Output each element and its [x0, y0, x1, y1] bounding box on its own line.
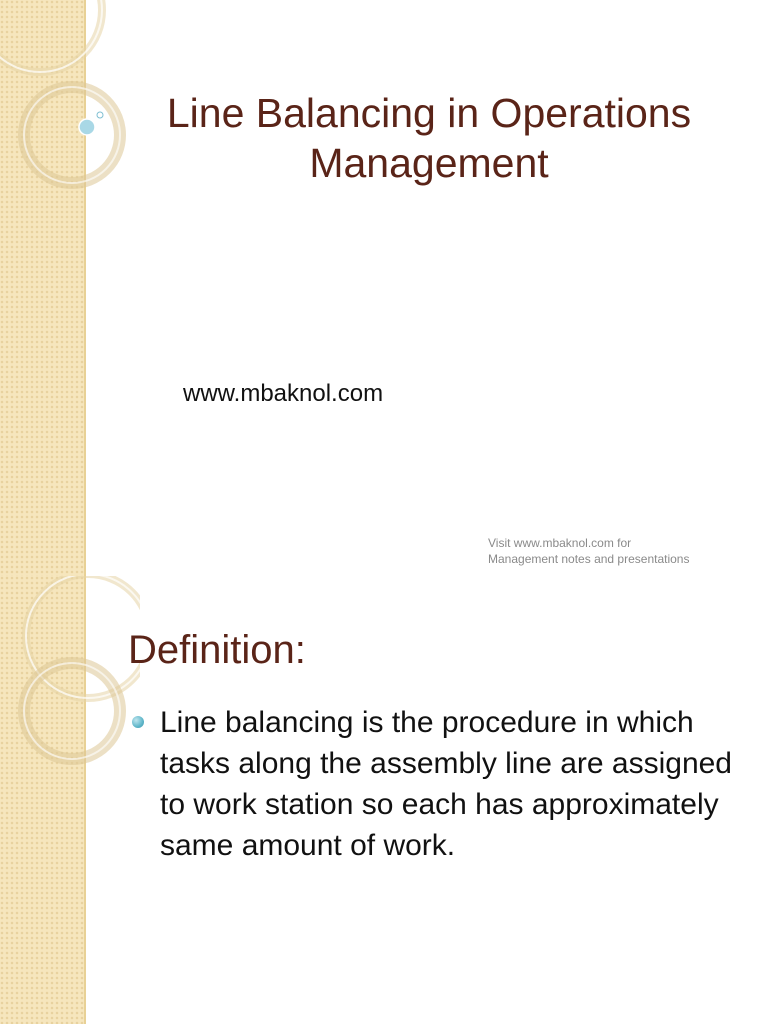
footer-note	[488, 535, 728, 567]
bullet-text: Line balancing is the procedure in which tasks along the assembly line are assigned to work station so each has approximately same amount of work.	[160, 706, 732, 862]
decorative-rings	[0, 0, 140, 576]
footer-note-line1: Visit www.mbaknol.com for	[488, 536, 632, 550]
bullet-list	[132, 702, 732, 866]
bullet-icon	[132, 716, 144, 728]
decorative-rings	[0, 576, 140, 1024]
slide-title: Line Balancing in Operations Management	[166, 90, 692, 186]
list-item	[132, 702, 732, 866]
section-heading: Definition:	[128, 628, 306, 672]
website-subtitle: www.mbaknol.com	[183, 380, 384, 407]
footer-note-line2: Management notes and presentations	[488, 552, 690, 566]
definition-slide	[0, 576, 768, 1024]
